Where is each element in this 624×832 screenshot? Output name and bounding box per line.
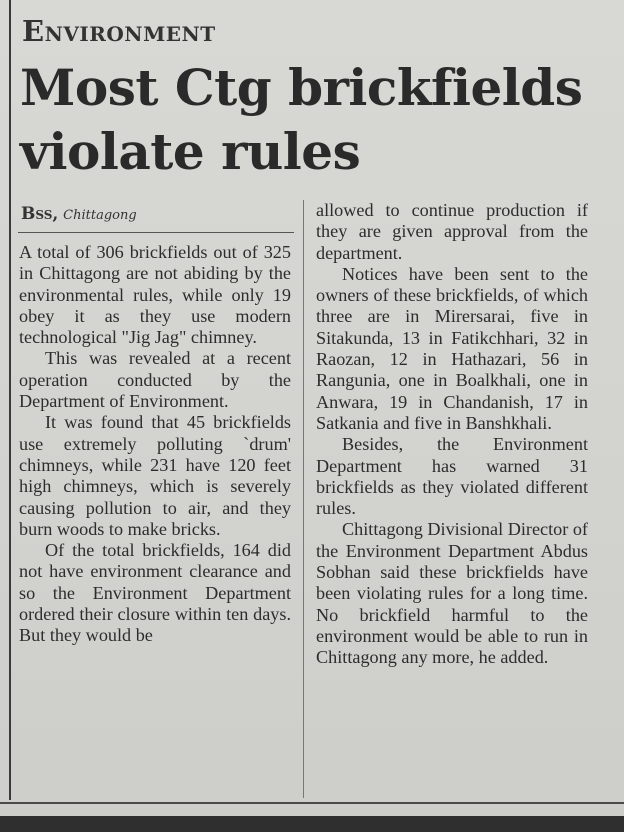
paragraph: Of the total brickfields, 164 did not have environment clearance and so the Environment Department ordered their closure within ten days. But they would be [19, 540, 291, 646]
article-column-left [19, 242, 291, 647]
left-margin-rule [9, 0, 11, 800]
byline-place: Chittagong [63, 208, 137, 223]
paragraph: A total of 306 brickfields out of 325 in Chittagong are not abiding by the environmental rules, while only 19 obey it as they use modern technological "Jig Jag" chimney. [19, 242, 291, 348]
paragraph: It was found that 45 brickfields use extremely polluting `drum' chimneys, while 231 have 120 feet high chimneys, which is severely causing pollution to air, and they burn woods to make bricks. [19, 412, 291, 539]
article-column-right [316, 200, 588, 669]
paragraph: Chittagong Divisional Director of the Environment Department Abdus Sobhan said these brickfields have been violating rules for a long time. No brickfield harmful to the environment would be able to run in Chittagong any more, he added. [316, 519, 588, 668]
paragraph: allowed to continue production if they are given approval from the department. [316, 200, 588, 263]
paragraph: Besides, the Environment Department has warned 31 brickfields as they violated different rules. [316, 434, 588, 519]
bottom-rule [0, 802, 624, 804]
headline: Most Ctg brickfields violate rules [20, 58, 583, 181]
byline-agency: Bss, [21, 204, 59, 224]
section-label: Environment [22, 14, 216, 48]
paragraph: This was revealed at a recent operation conducted by the Department of Environment. [19, 348, 291, 412]
byline [21, 204, 137, 224]
paragraph: Notices have been sent to the owners of these brickfields, of which three are in Mirersarai, five in Sitakunda, 13 in Fatikchhari, 32 in Raozan, 12 in Hathazari, 56 in Rangunia, one in Boalkhali, one in Anwara, 19 in Chandanish, 17 in Satkania and five in Banshkhali. [316, 263, 588, 433]
next-article-band [0, 816, 624, 832]
byline-rule [18, 232, 294, 233]
column-divider [303, 200, 304, 798]
